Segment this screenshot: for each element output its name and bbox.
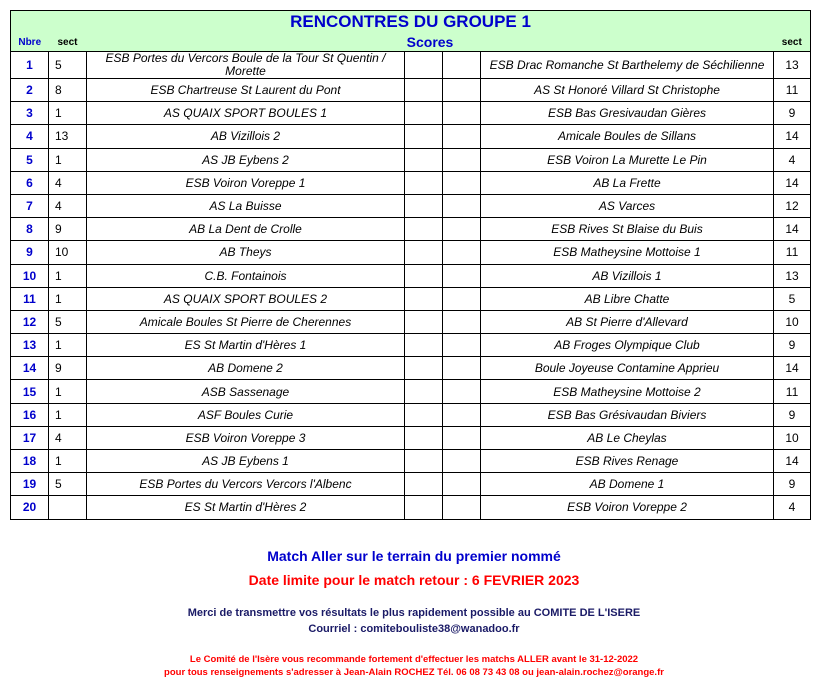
left-sect: 1 [49,334,87,357]
sect-right-header: sect [774,33,811,52]
away-team: ESB Bas Gresivaudan Gières [481,102,774,125]
home-score-cell [405,79,443,102]
away-team: ESB Rives Renage [481,450,774,473]
left-sect: 1 [49,450,87,473]
table-row [11,426,811,449]
away-score-cell [443,473,481,496]
away-team: AB Domene 1 [481,473,774,496]
home-team: ES St Martin d'Hères 2 [87,496,405,519]
away-score-cell [443,380,481,403]
nbre-header: Nbre [11,33,49,52]
right-sect: 4 [774,148,811,171]
home-team: ESB Portes du Vercors Boule de la Tour St Quentin / Morette [87,52,405,79]
away-team: ESB Rives St Blaise du Buis [481,218,774,241]
home-score-cell [405,241,443,264]
match-number: 8 [11,218,49,241]
away-score-cell [443,334,481,357]
table-row [11,148,811,171]
away-score-cell [443,287,481,310]
right-sect: 14 [774,171,811,194]
right-sect: 5 [774,287,811,310]
home-score-cell [405,380,443,403]
table-row [11,473,811,496]
right-sect: 12 [774,194,811,217]
right-sect: 9 [774,102,811,125]
home-score-cell [405,125,443,148]
home-score-cell [405,334,443,357]
left-sect: 1 [49,380,87,403]
left-sect: 9 [49,218,87,241]
right-sect: 13 [774,264,811,287]
match-number: 4 [11,125,49,148]
home-team: AS QUAIX SPORT BOULES 2 [87,287,405,310]
table-row [11,194,811,217]
table-row [11,310,811,333]
home-score-cell [405,450,443,473]
away-score-cell [443,310,481,333]
home-score-cell [405,496,443,519]
match-number: 19 [11,473,49,496]
renseignements-note: pour tous renseignements s'adresser à Jean-Alain ROCHEZ Tél. 06 08 73 43 08 ou jean-alain.rochez@orange.fr [164,667,664,678]
right-sect: 14 [774,450,811,473]
match-number: 5 [11,148,49,171]
header-labels-row [11,33,811,52]
table-row [11,380,811,403]
home-score-cell [405,218,443,241]
match-number: 6 [11,171,49,194]
home-score-cell [405,473,443,496]
home-score-cell [405,426,443,449]
home-team: C.B. Fontainois [87,264,405,287]
home-team: AB La Dent de Crolle [87,218,405,241]
home-score-cell [405,357,443,380]
away-team: Amicale Boules de Sillans [481,125,774,148]
left-sect: 4 [49,171,87,194]
match-number: 15 [11,380,49,403]
match-number: 11 [11,287,49,310]
left-sect: 1 [49,102,87,125]
away-team: ESB Matheysine Mottoise 2 [481,380,774,403]
home-team: ESB Portes du Vercors Vercors l'Albenc [87,473,405,496]
right-sect: 11 [774,79,811,102]
match-number: 16 [11,403,49,426]
match-aller-note: Match Aller sur le terrain du premier nommé [267,548,561,564]
away-score-cell [443,450,481,473]
home-team: ESB Voiron Voreppe 1 [87,171,405,194]
away-team: ESB Drac Romanche St Barthelemy de Séchilienne [481,52,774,79]
home-team: AS JB Eybens 2 [87,148,405,171]
right-sect: 14 [774,357,811,380]
home-team: ESB Voiron Voreppe 3 [87,426,405,449]
sect-left-header: sect [49,33,87,52]
table-row [11,218,811,241]
away-score-cell [443,218,481,241]
away-team: AB Froges Olympique Club [481,334,774,357]
left-sect: 4 [49,194,87,217]
left-sect: 13 [49,125,87,148]
right-sect: 10 [774,310,811,333]
away-team: AB La Frette [481,171,774,194]
away-team: AB Vizillois 1 [481,264,774,287]
match-number: 18 [11,450,49,473]
right-sect: 11 [774,241,811,264]
away-score-cell [443,241,481,264]
away-team: AB Le Cheylas [481,426,774,449]
scores-header: Scores [87,33,774,52]
match-number: 9 [11,241,49,264]
match-number: 14 [11,357,49,380]
table-row [11,171,811,194]
right-sect: 4 [774,496,811,519]
right-sect: 11 [774,380,811,403]
home-team: Amicale Boules St Pierre de Cherennes [87,310,405,333]
left-sect: 9 [49,357,87,380]
away-score-cell [443,496,481,519]
table-row [11,403,811,426]
right-sect: 14 [774,125,811,148]
table-row [11,79,811,102]
home-score-cell [405,148,443,171]
left-sect: 1 [49,403,87,426]
away-team: AB Libre Chatte [481,287,774,310]
away-team: AS St Honoré Villard St Christophe [481,79,774,102]
away-score-cell [443,148,481,171]
away-team: ESB Voiron Voreppe 2 [481,496,774,519]
away-team: AS Varces [481,194,774,217]
away-score-cell [443,264,481,287]
match-number: 17 [11,426,49,449]
left-sect: 10 [49,241,87,264]
away-team: ESB Voiron La Murette Le Pin [481,148,774,171]
away-score-cell [443,426,481,449]
away-team: Boule Joyeuse Contamine Apprieu [481,357,774,380]
table-row [11,125,811,148]
home-team: AB Vizillois 2 [87,125,405,148]
match-number: 12 [11,310,49,333]
away-score-cell [443,52,481,79]
left-sect: 5 [49,52,87,79]
table-row [11,102,811,125]
table-row [11,450,811,473]
right-sect: 13 [774,52,811,79]
merci-note: Merci de transmettre vos résultats le plus rapidement possible au COMITE DE L'ISERE [187,607,641,619]
away-team: ESB Bas Grésivaudan Biviers [481,403,774,426]
home-score-cell [405,310,443,333]
home-score-cell [405,287,443,310]
away-team: AB St Pierre d'Allevard [481,310,774,333]
left-sect [49,496,87,519]
home-team: ES St Martin d'Hères 1 [87,334,405,357]
table-row [11,241,811,264]
away-team: ESB Matheysine Mottoise 1 [481,241,774,264]
home-team: ASB Sassenage [87,380,405,403]
left-sect: 8 [49,79,87,102]
match-number: 13 [11,334,49,357]
header-title-row [11,11,811,34]
table-row [11,52,811,79]
home-team: ASF Boules Curie [87,403,405,426]
courriel-note: Courriel : comitebouliste38@wanadoo.fr [308,623,520,635]
home-score-cell [405,102,443,125]
match-number: 3 [11,102,49,125]
recommandation-note: Le Comité de l'Isère vous recommande fortement d'effectuer les matchs ALLER avant le 31-12-2022 [189,654,639,665]
home-team: AS QUAIX SPORT BOULES 1 [87,102,405,125]
matches-table [10,10,811,520]
match-number: 1 [11,52,49,79]
right-sect: 10 [774,426,811,449]
left-sect: 4 [49,426,87,449]
group-title: RENCONTRES DU GROUPE 1 [11,11,811,34]
home-team: AB Domene 2 [87,357,405,380]
left-sect: 5 [49,473,87,496]
home-team: ESB Chartreuse St Laurent du Pont [87,79,405,102]
away-score-cell [443,194,481,217]
left-sect: 1 [49,287,87,310]
away-score-cell [443,171,481,194]
table-row [11,287,811,310]
home-team: AS JB Eybens 1 [87,450,405,473]
date-limite-note: Date limite pour le match retour : 6 FEVRIER 2023 [248,572,580,588]
home-score-cell [405,194,443,217]
away-score-cell [443,79,481,102]
left-sect: 1 [49,148,87,171]
away-score-cell [443,102,481,125]
right-sect: 9 [774,334,811,357]
table-row [11,264,811,287]
home-team: AB Theys [87,241,405,264]
table-row [11,357,811,380]
match-number: 10 [11,264,49,287]
left-sect: 1 [49,264,87,287]
table-row [11,496,811,519]
right-sect: 14 [774,218,811,241]
home-score-cell [405,403,443,426]
match-number: 2 [11,79,49,102]
match-number: 7 [11,194,49,217]
right-sect: 9 [774,473,811,496]
away-score-cell [443,403,481,426]
match-sheet [10,10,810,520]
right-sect: 9 [774,403,811,426]
home-score-cell [405,264,443,287]
match-number: 20 [11,496,49,519]
away-score-cell [443,357,481,380]
home-score-cell [405,52,443,79]
away-score-cell [443,125,481,148]
left-sect: 5 [49,310,87,333]
home-score-cell [405,171,443,194]
table-row [11,334,811,357]
home-team: AS La Buisse [87,194,405,217]
